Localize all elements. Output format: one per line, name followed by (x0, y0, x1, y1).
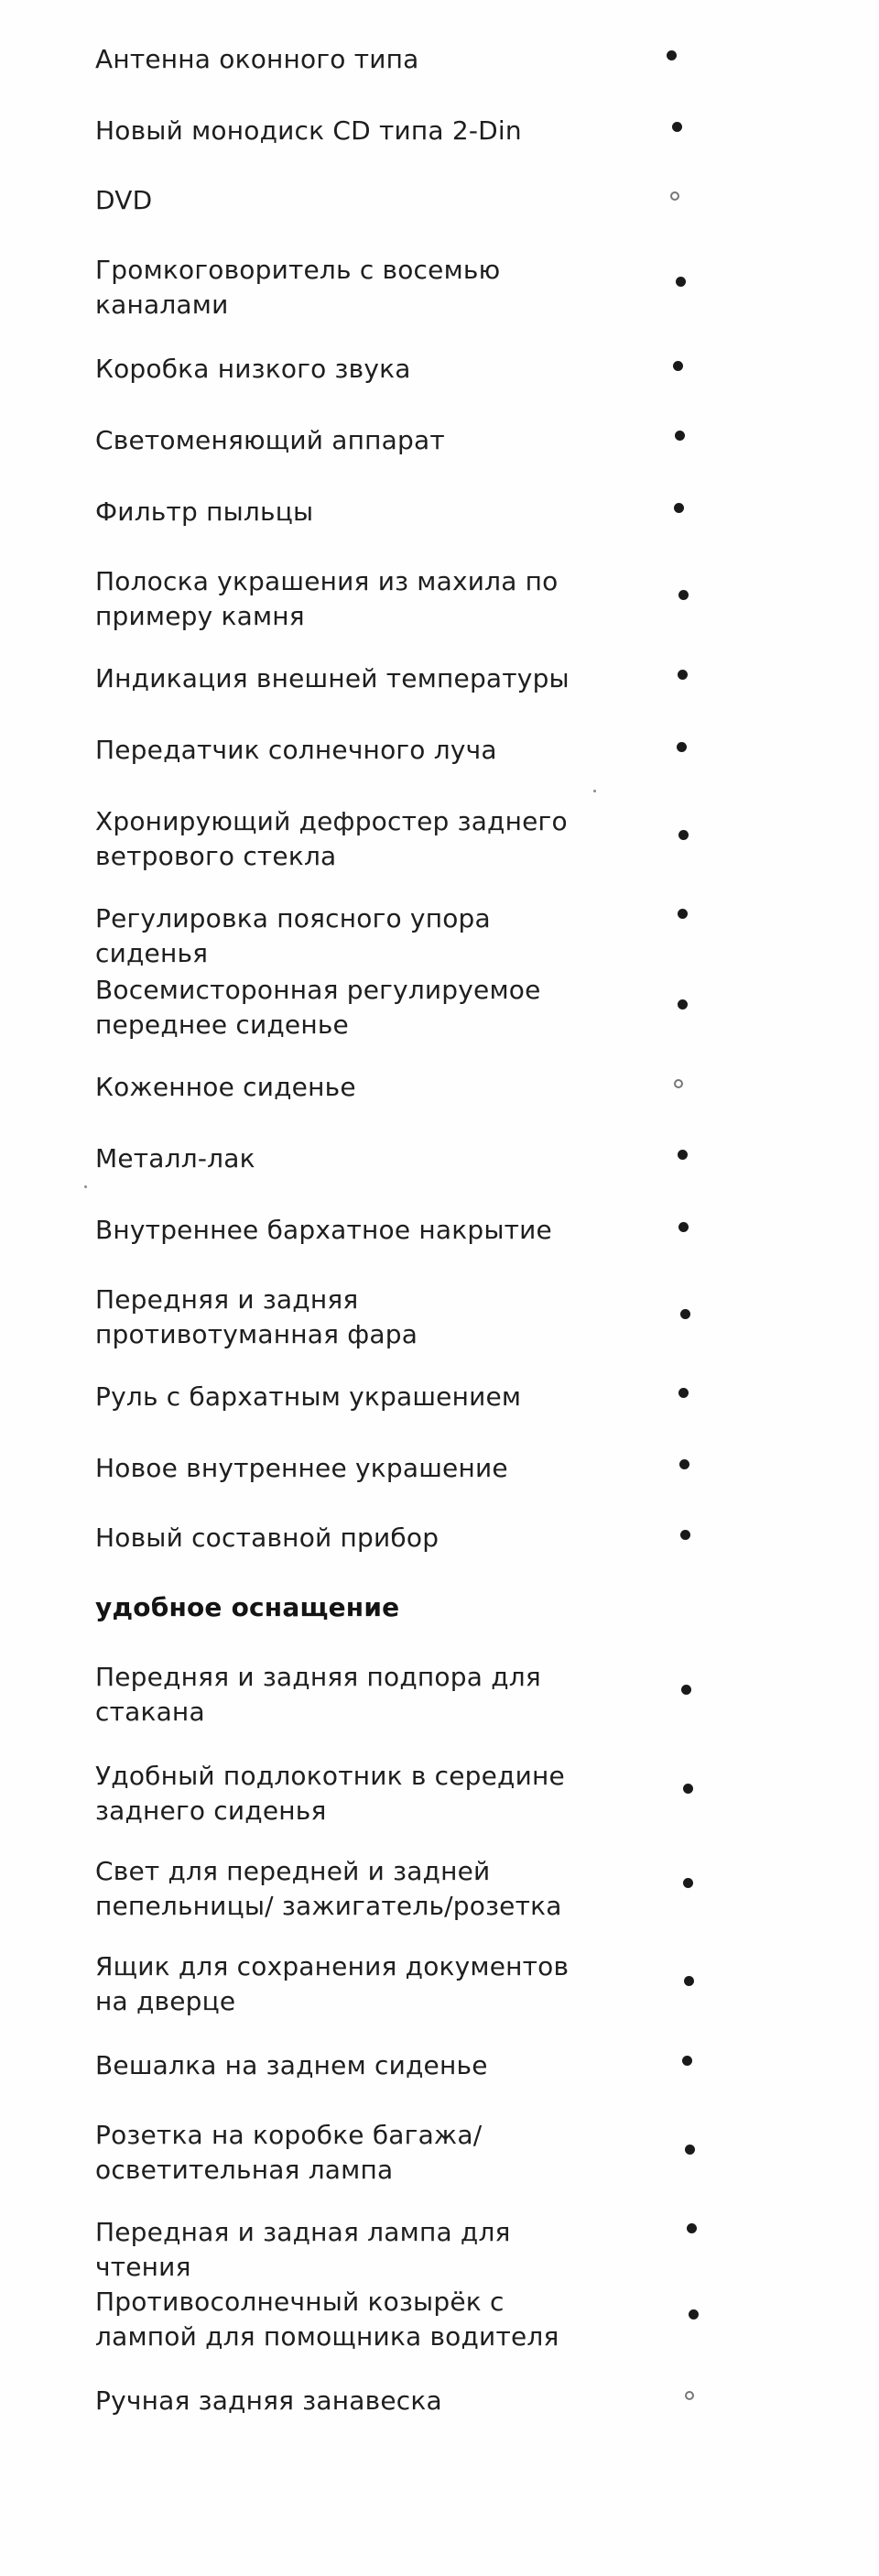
filled-dot-icon (673, 361, 683, 371)
filled-dot-icon (678, 830, 689, 840)
feature-label: Противосолнечный козырёк с лампой для помощника водителя (95, 2287, 559, 2352)
feature-row (95, 973, 681, 1042)
section-heading-label: удобное оснащение (95, 1592, 400, 1622)
filled-dot-icon (685, 2145, 695, 2155)
feature-label: Громкоговоритель с восемью каналами (95, 255, 501, 320)
feature-row (95, 495, 681, 529)
filled-dot-icon (681, 1685, 691, 1695)
feature-row (95, 253, 681, 322)
feature-label: Передняя и задняя подпора для стакана (95, 1662, 541, 1727)
filled-dot-icon (675, 431, 685, 441)
filled-dot-icon (683, 1784, 693, 1794)
feature-row (95, 1283, 681, 1352)
filled-dot-icon (677, 742, 687, 752)
feature-row (95, 661, 681, 696)
feature-row (95, 733, 681, 768)
filled-dot-icon (683, 1878, 693, 1888)
feature-label: Регулировка поясного упора сиденья (95, 903, 491, 968)
feature-row (95, 1521, 681, 1555)
feature-row (95, 1213, 681, 1248)
feature-row (95, 114, 681, 148)
filled-dot-icon (684, 1976, 694, 1986)
feature-row (95, 2215, 681, 2285)
feature-row (95, 1070, 681, 1105)
filled-dot-icon (680, 1309, 690, 1319)
feature-label: Руль с бархатным украшением (95, 1381, 522, 1412)
feature-label: Коробка низкого звука (95, 354, 411, 384)
section-heading (95, 1590, 681, 1625)
filled-dot-icon (678, 1388, 689, 1398)
filled-dot-icon (674, 503, 684, 513)
feature-label: Передняя и задняя противотуманная фара (95, 1284, 418, 1349)
feature-label: Вешалка на заднем сиденье (95, 2050, 488, 2080)
feature-label: Полоска украшения из махила по примеру камня (95, 566, 559, 631)
feature-label: Передная и задная лампа для чтения (95, 2217, 511, 2282)
feature-row (95, 2285, 681, 2354)
feature-label: Фильтр пыльцы (95, 497, 314, 527)
feature-label: Новый монодиск CD типа 2-Din (95, 115, 522, 146)
filled-dot-icon (687, 2223, 697, 2233)
feature-label: Свет для передней и задней пепельницы/ зажигатель/розетка (95, 1856, 562, 1921)
feature-row (95, 183, 681, 218)
feature-label: Металл-лак (95, 1143, 255, 1173)
filled-dot-icon (678, 590, 689, 600)
feature-row (95, 423, 681, 458)
scan-speck (84, 1185, 87, 1188)
feature-row (95, 901, 681, 971)
feature-label: Хронирующий дефростер заднего ветрового стекла (95, 806, 568, 871)
feature-row (95, 1949, 681, 2019)
feature-label: Индикация внешней температуры (95, 663, 570, 693)
feature-label: Ручная задняя занавеска (95, 2385, 442, 2416)
feature-row (95, 804, 681, 874)
feature-label: Внутреннее бархатное накрытие (95, 1215, 552, 1245)
filled-dot-icon (689, 2309, 699, 2319)
feature-row (95, 2048, 681, 2083)
feature-row (95, 1380, 681, 1414)
filled-dot-icon (676, 277, 686, 287)
feature-label: Новое внутреннее украшение (95, 1453, 508, 1483)
feature-row (95, 1854, 681, 1924)
filled-dot-icon (678, 670, 688, 680)
feature-label: Восемисторонная регулируемое переднее сиденье (95, 975, 541, 1040)
filled-dot-icon (680, 1530, 690, 1540)
feature-row (95, 1451, 681, 1486)
hollow-circle-icon (674, 1079, 683, 1088)
feature-label: Розетка на коробке багажа/ осветительная лампа (95, 2120, 483, 2185)
feature-row (95, 564, 681, 634)
feature-row (95, 2384, 681, 2418)
feature-row (95, 1660, 681, 1730)
filled-dot-icon (678, 999, 688, 1010)
filled-dot-icon (678, 909, 688, 919)
filled-dot-icon (679, 1459, 689, 1469)
feature-row (95, 1759, 681, 1828)
feature-label: Передатчик солнечного луча (95, 735, 497, 765)
feature-row (95, 352, 681, 387)
feature-label: Антенна оконного типа (95, 44, 419, 74)
filled-dot-icon (682, 2056, 692, 2066)
feature-label: Ящик для сохранения документов на дверце (95, 1951, 570, 2016)
feature-row (95, 2118, 681, 2188)
hollow-circle-icon (670, 191, 679, 201)
feature-label: Удобный подлокотник в середине заднего сиденья (95, 1761, 565, 1826)
filled-dot-icon (678, 1150, 688, 1160)
feature-label: Коженное сиденье (95, 1072, 356, 1102)
filled-dot-icon (678, 1222, 689, 1232)
feature-label: Новый составной прибор (95, 1523, 440, 1553)
feature-row (95, 1141, 681, 1176)
filled-dot-icon (667, 50, 677, 60)
feature-label: DVD (95, 185, 153, 215)
feature-row (95, 42, 681, 77)
filled-dot-icon (672, 122, 682, 132)
hollow-circle-icon (685, 2391, 694, 2400)
feature-label: Светоменяющий аппарат (95, 425, 445, 455)
scan-speck (593, 790, 596, 792)
